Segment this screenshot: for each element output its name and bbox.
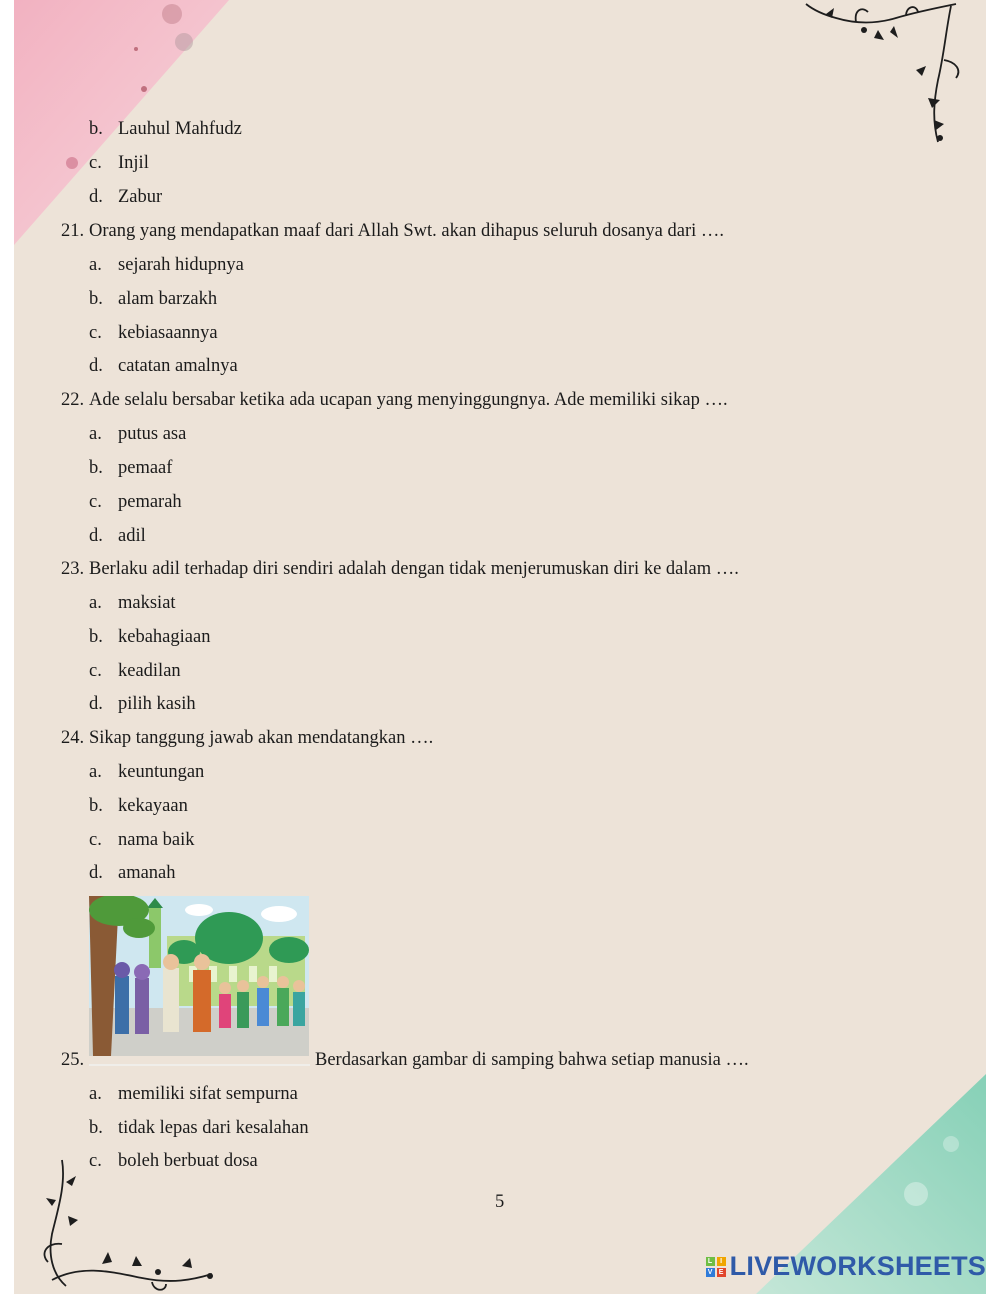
page-number: 5 bbox=[495, 1192, 505, 1212]
option-text[interactable]: boleh berbuat dosa bbox=[118, 1151, 258, 1171]
option-letter: b. bbox=[89, 627, 103, 647]
question-number: 23. bbox=[61, 559, 85, 579]
question-number: 24. bbox=[61, 728, 85, 748]
option-text[interactable]: memiliki sifat sempurna bbox=[118, 1084, 298, 1104]
option-letter: b. bbox=[89, 796, 103, 816]
option-text[interactable]: alam barzakh bbox=[118, 289, 218, 309]
question-text: Sikap tanggung jawab akan mendatangkan …. bbox=[89, 728, 434, 748]
option-letter: a. bbox=[89, 424, 102, 444]
question-text: Orang yang mendapatkan maaf dari Allah Swt. akan dihapus seluruh dosanya dari …. bbox=[89, 221, 724, 241]
question-text: Ade selalu bersabar ketika ada ucapan yang menyinggungnya. Ade memiliki sikap …. bbox=[89, 390, 728, 410]
option-text[interactable]: pemarah bbox=[118, 492, 182, 512]
option-letter: c. bbox=[89, 1151, 102, 1171]
option-text[interactable]: nama baik bbox=[118, 830, 195, 850]
brand-logo-icon: L I V E bbox=[706, 1257, 726, 1277]
option-text[interactable]: amanah bbox=[118, 863, 176, 883]
picture-caption-line bbox=[89, 1064, 310, 1066]
option-text[interactable]: keuntungan bbox=[118, 762, 205, 782]
option-text[interactable]: keadilan bbox=[118, 661, 181, 681]
option-letter: b. bbox=[89, 1118, 103, 1138]
option-text[interactable]: pilih kasih bbox=[118, 694, 196, 714]
option-letter: b. bbox=[89, 119, 103, 139]
option-text[interactable]: kebiasaannya bbox=[118, 323, 218, 343]
option-letter: c. bbox=[89, 661, 102, 681]
option-letter: c. bbox=[89, 153, 102, 173]
option-letter: c. bbox=[89, 830, 102, 850]
option-text[interactable]: putus asa bbox=[118, 424, 187, 444]
question-number: 21. bbox=[61, 221, 85, 241]
option-letter: d. bbox=[89, 863, 103, 883]
question-number: 22. bbox=[61, 390, 85, 410]
option-letter: d. bbox=[89, 694, 103, 714]
question-number: 25. bbox=[61, 1050, 85, 1070]
option-text: Lauhul Mahfudz bbox=[118, 119, 242, 139]
worksheet-page bbox=[14, 0, 986, 1294]
option-letter: d. bbox=[89, 187, 103, 207]
option-letter: a. bbox=[89, 1084, 102, 1104]
question-text: Berdasarkan gambar di samping bahwa setiap manusia …. bbox=[315, 1050, 749, 1070]
question-text: Berlaku adil terhadap diri sendiri adalah dengan tidak menjerumuskan diri ke dalam …. bbox=[89, 559, 739, 579]
option-text[interactable]: catatan amalnya bbox=[118, 356, 238, 376]
option-letter: c. bbox=[89, 323, 102, 343]
floral-ornament-bottom-left bbox=[32, 1154, 232, 1294]
option-text: Injil bbox=[118, 153, 149, 173]
option-text[interactable]: kekayaan bbox=[118, 796, 188, 816]
option-letter: a. bbox=[89, 593, 102, 613]
option-letter: d. bbox=[89, 526, 103, 546]
mosque-illustration bbox=[89, 896, 309, 1056]
liveworksheets-logo[interactable] bbox=[706, 1251, 986, 1282]
option-letter: a. bbox=[89, 762, 102, 782]
option-text[interactable]: sejarah hidupnya bbox=[118, 255, 244, 275]
option-letter: c. bbox=[89, 492, 102, 512]
option-letter: b. bbox=[89, 289, 103, 309]
mosque-scene-image bbox=[89, 896, 309, 1056]
floral-ornament-top-right bbox=[766, 0, 966, 150]
option-text[interactable]: tidak lepas dari kesalahan bbox=[118, 1118, 309, 1138]
option-text[interactable]: maksiat bbox=[118, 593, 176, 613]
option-text[interactable]: pemaaf bbox=[118, 458, 173, 478]
option-text[interactable]: adil bbox=[118, 526, 146, 546]
option-letter: d. bbox=[89, 356, 103, 376]
brand-name: LIVEWORKSHEETS bbox=[729, 1251, 986, 1281]
option-text[interactable]: kebahagiaan bbox=[118, 627, 211, 647]
option-letter: b. bbox=[89, 458, 103, 478]
option-letter: a. bbox=[89, 255, 102, 275]
option-text: Zabur bbox=[118, 187, 163, 207]
